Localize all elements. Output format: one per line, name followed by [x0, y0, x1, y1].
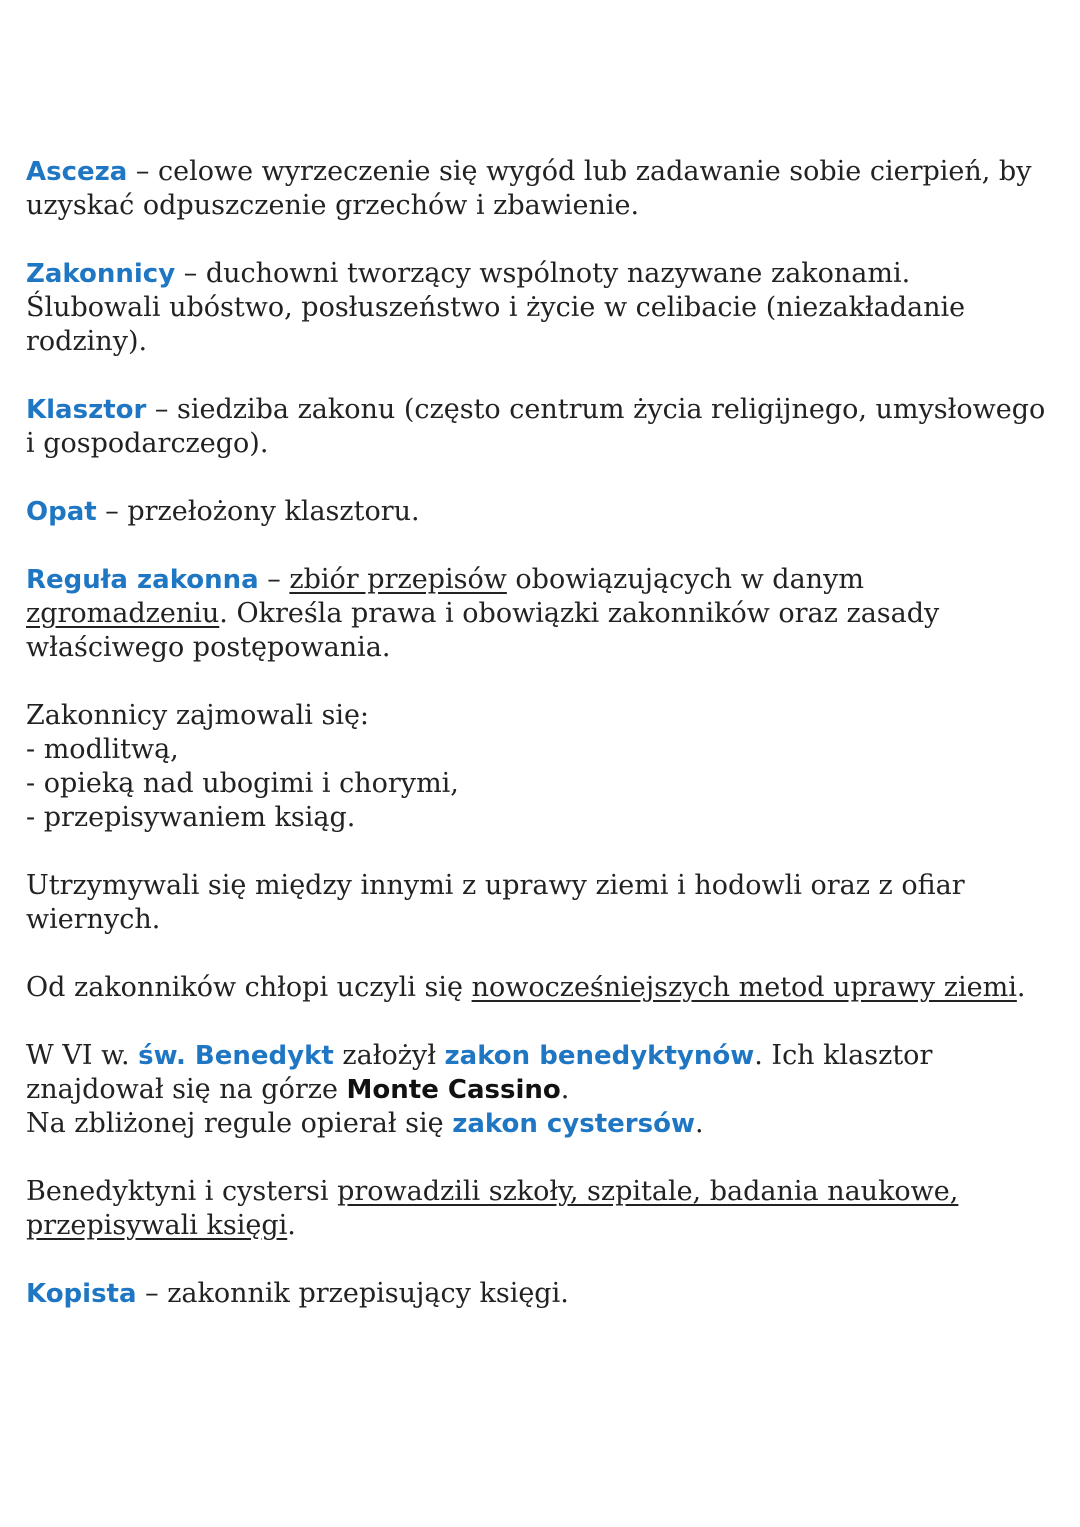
paragraph-chlopi	[26, 971, 1050, 1005]
underlined-phrase: zbiór przepisów	[289, 564, 507, 595]
definition-text: – duchowni tworzący wspólnoty nazywane zakonami. Ślubowali ubóstwo, posłuszeństwo i życie w celibacie (niezakładanie rodziny).	[26, 258, 966, 357]
underlined-phrase: nowocześniejszych metod uprawy ziemi	[471, 972, 1017, 1003]
definition-kopista	[26, 1277, 1050, 1311]
definition-asceza	[26, 155, 1050, 223]
term-monte-cassino: Monte Cassino	[346, 1075, 561, 1105]
definition-opat	[26, 495, 1050, 529]
paragraph-text: Od zakonników chłopi uczyli się	[26, 972, 472, 1003]
underlined-phrase: zgromadzeniu	[26, 598, 220, 629]
definition-text: – zakonnik przepisujący księgi.	[136, 1278, 569, 1309]
definition-zakonnicy	[26, 257, 1050, 359]
paragraph-text: .	[560, 1074, 570, 1105]
list-item: - modlitwą,	[26, 734, 179, 765]
list-item: - opieką nad ubogimi i chorymi,	[26, 768, 459, 799]
definition-text: – przełożony klasztoru.	[96, 496, 420, 527]
list-intro: Zakonnicy zajmowali się:	[26, 700, 370, 731]
definition-text: obowiązujących w danym	[506, 564, 864, 595]
activities-list	[26, 699, 1050, 835]
term-kopista: Kopista	[26, 1279, 137, 1309]
paragraph-szkoly	[26, 1175, 1050, 1243]
paragraph-text: Benedyktyni i cystersi	[26, 1176, 338, 1207]
paragraph-benedykt	[26, 1039, 1050, 1141]
definition-klasztor	[26, 393, 1050, 461]
definition-text: – celowe wyrzeczenie się wygód lub zadawanie sobie cierpień, by uzyskać odpuszczenie grzechów i zbawienie.	[26, 156, 1032, 221]
paragraph-text: .	[1016, 972, 1026, 1003]
definition-text: – siedziba zakonu (często centrum życia religijnego, umysłowego i gospodarczego).	[26, 394, 1046, 459]
term-zakon-benedyktynow: zakon benedyktynów	[444, 1041, 755, 1071]
definition-regula-zakonna	[26, 563, 1050, 665]
term-opat: Opat	[26, 497, 97, 527]
term-klasztor: Klasztor	[26, 395, 147, 425]
term-zakonnicy: Zakonnicy	[26, 259, 176, 289]
term-asceza: Asceza	[26, 157, 128, 187]
paragraph-text: założył	[333, 1040, 445, 1071]
list-item: - przepisywaniem ksiąg.	[26, 802, 356, 833]
term-sw-benedykt: św. Benedykt	[138, 1041, 334, 1071]
paragraph-text: .	[287, 1210, 296, 1241]
paragraph-text: . Ich klasztor znajdował się na górze	[26, 1040, 933, 1105]
term-regula-zakonna: Reguła zakonna	[26, 565, 259, 595]
paragraph-utrzymanie: Utrzymywali się między innymi z uprawy ziemi i hodowli oraz z ofiar wiernych.	[26, 870, 965, 935]
definition-text: . Określa prawa i obowiązki zakonników oraz zasady właściwego postępowania.	[26, 598, 940, 663]
paragraph-text: .	[694, 1108, 704, 1139]
term-zakon-cystersow: zakon cystersów	[452, 1109, 695, 1139]
underlined-phrase: prowadzili szkoły, szpitale, badania naukowe, przepisywali księgi	[26, 1176, 959, 1241]
paragraph-text: Na zbliżonej regule opierał się	[26, 1108, 453, 1139]
paragraph-text: W VI w.	[26, 1040, 139, 1071]
dash: –	[258, 564, 290, 595]
